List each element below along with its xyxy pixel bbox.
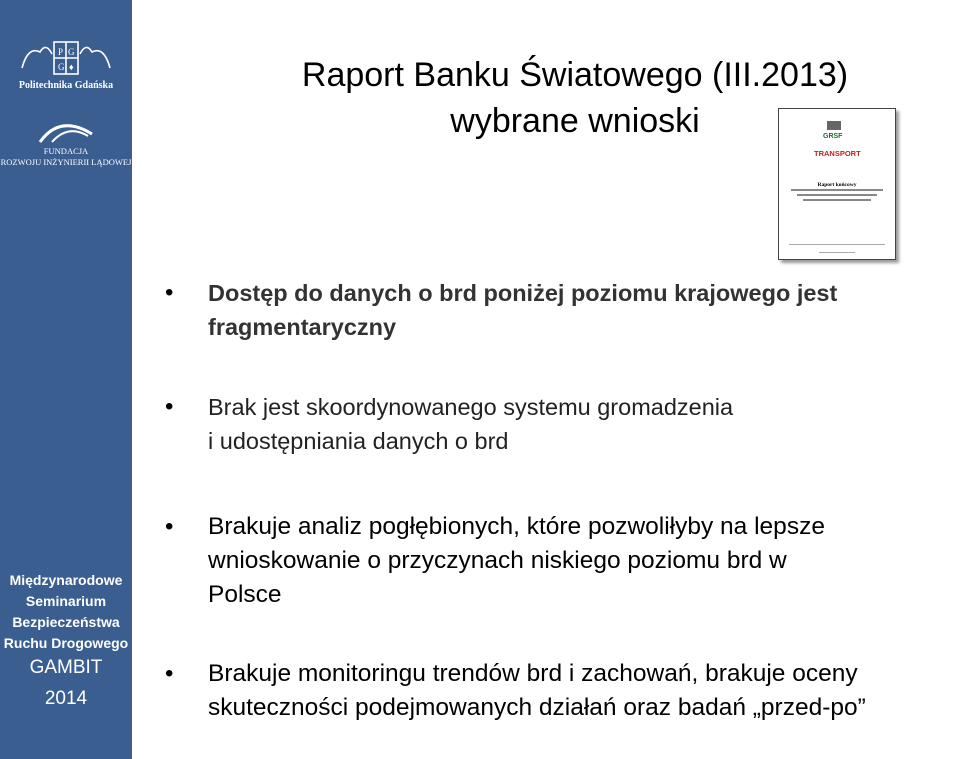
coat-of-arms-icon xyxy=(18,38,114,80)
bullet-line: fragmentaryczny xyxy=(208,314,397,340)
grsf-logo: GRSF xyxy=(823,133,843,140)
seminar-line1: Międzynarodowe xyxy=(9,572,123,588)
report-footer-line xyxy=(819,252,855,253)
bullet-line: Brak jest skoordynowanego systemu gromadzenia xyxy=(208,394,734,420)
report-subtitle-line xyxy=(791,189,883,191)
bullet-line: skuteczności podejmowanych działań oraz badań „przed-po” xyxy=(208,694,866,721)
event-name: GAMBIT xyxy=(29,657,103,678)
bullet-line: Brakuje monitoringu trendów brd i zachowań, brakuje oceny xyxy=(208,660,858,687)
university-name: Politechnika Gdańska xyxy=(18,80,114,91)
seminar-name xyxy=(0,570,132,654)
title-line2: wybrane wnioski xyxy=(450,102,700,140)
seminar-line3: Bezpieczeństwa xyxy=(12,614,120,630)
foundation-line1: FUNDACJA xyxy=(43,146,89,156)
report-logo-icon xyxy=(827,121,841,130)
bullet-text xyxy=(208,276,960,344)
seminar-line2: Seminarium xyxy=(25,593,107,609)
sidebar xyxy=(0,0,132,759)
svg-text:G: G xyxy=(58,62,65,72)
bullet-line: Dostęp do danych o brd poniżej poziomu krajowego jest xyxy=(208,280,838,306)
report-subtitle-line xyxy=(797,194,877,196)
event-year: 2014 xyxy=(44,688,88,709)
foundation-name xyxy=(0,146,132,168)
bullet-text xyxy=(208,510,960,612)
bullet-text xyxy=(208,657,960,725)
bullet-line: Brakuje analiz pogłębionych, które pozwoliłyby na lepsze xyxy=(208,513,825,540)
bullet-text xyxy=(208,390,960,458)
seminar-line4: Ruchu Drogowego xyxy=(3,635,129,651)
bullet-dot: • xyxy=(165,393,174,420)
svg-text:P: P xyxy=(58,47,64,57)
bullet-line: Polsce xyxy=(208,581,282,608)
bullet-dot: • xyxy=(165,660,174,687)
bullet-line: wnioskowanie o przyczynach niskiego poziomu brd w xyxy=(208,547,787,574)
bridge-arc-icon xyxy=(38,118,94,144)
title-line1: Raport Banku Światowego (III.2013) xyxy=(301,56,849,94)
report-cover-thumbnail xyxy=(778,108,896,260)
report-heading: Raport końcowy xyxy=(817,182,857,188)
report-footer-line xyxy=(789,244,885,245)
bullet-line: i udostępniania danych o brd xyxy=(208,428,509,454)
svg-text:G: G xyxy=(68,47,75,57)
foundation-line2: ROZWOJU INŻYNIERII LĄDOWEJ xyxy=(0,157,132,167)
svg-text:♦: ♦ xyxy=(69,62,74,72)
transport-logo: TRANSPORT xyxy=(814,149,861,158)
report-subtitle-line xyxy=(803,199,871,201)
bullet-dot: • xyxy=(165,513,174,540)
bullet-dot: • xyxy=(165,279,174,306)
